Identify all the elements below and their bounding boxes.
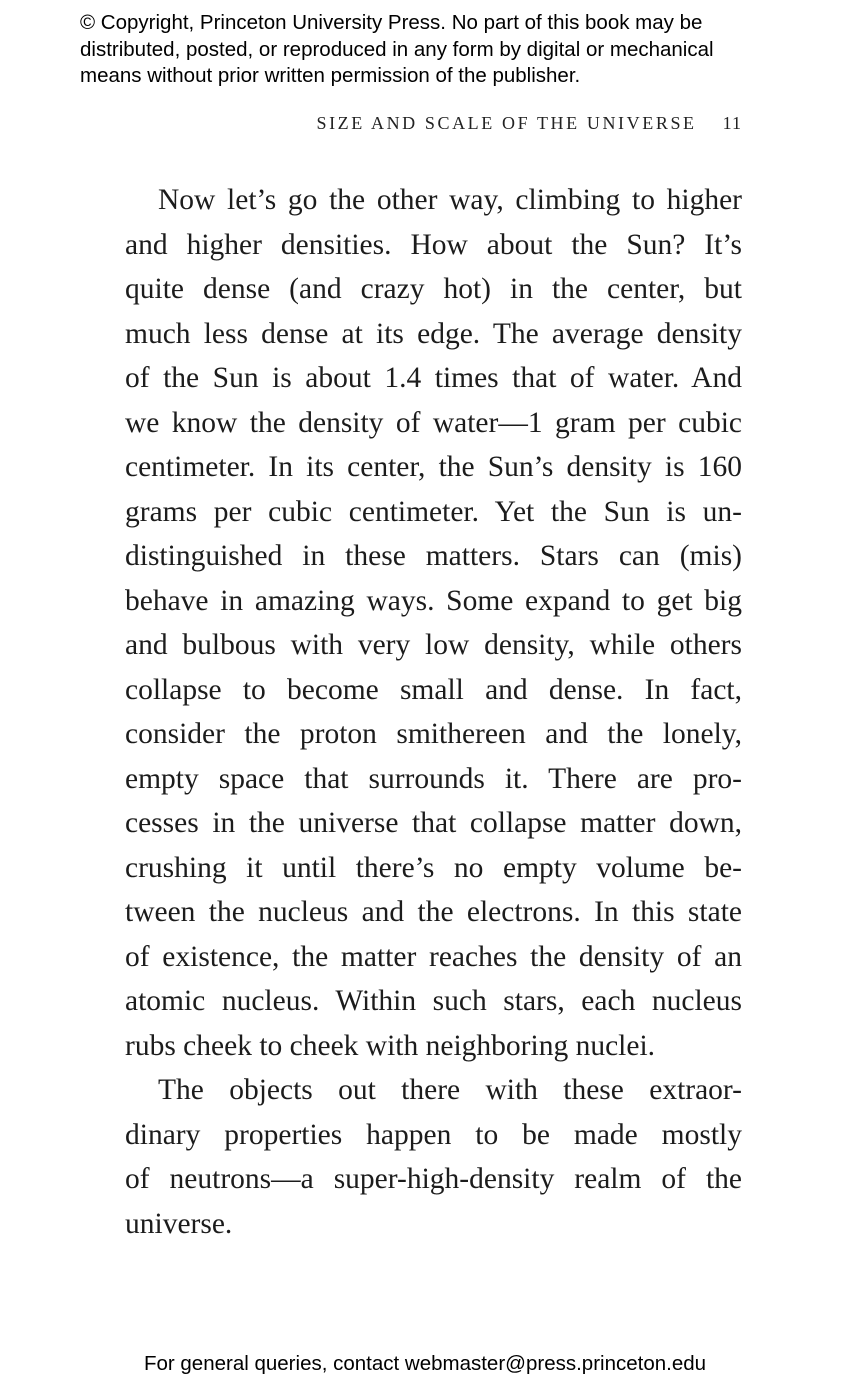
running-head xyxy=(316,113,742,134)
text-line: The objects out there with these extraor- xyxy=(158,1074,742,1106)
text-line: behave in amazing ways. Some expand to get big xyxy=(125,584,742,617)
chapter-title: SIZE AND SCALE OF THE UNIVERSE xyxy=(316,113,697,133)
text-line: distinguished in these matters. Stars can (mis) xyxy=(125,540,742,572)
text-line: tween the nucleus and the electrons. In this state xyxy=(125,896,742,928)
copyright-notice xyxy=(80,10,800,90)
footer-contact: For general queries, contact webmaster@press.princeton.edu xyxy=(143,1352,707,1375)
text-line: grams per cubic centimeter. Yet the Sun is un- xyxy=(125,495,742,528)
text-line: crushing it until there’s no empty volume be- xyxy=(125,851,742,884)
text-line: and bulbous with very low density, while others xyxy=(125,629,742,661)
text-line: centimeter. In its center, the Sun’s density is 160 xyxy=(125,451,742,483)
text-line: much less dense at its edge. The average density xyxy=(125,317,742,350)
text-line: empty space that surrounds it. There are pro- xyxy=(125,762,742,795)
text-line: dinary properties happen to be made mostly xyxy=(125,1118,742,1151)
body-text xyxy=(125,178,742,1246)
text-line: and higher densities. How about the Sun? It’s xyxy=(125,228,742,261)
copyright-line: distributed, posted, or reproduced in any form by digital or mechanical xyxy=(80,37,714,61)
text-line: we know the density of water—1 gram per cubic xyxy=(125,406,742,439)
text-line: collapse to become small and dense. In fact, xyxy=(125,673,742,706)
text-line: quite dense (and crazy hot) in the center, but xyxy=(125,273,742,305)
text-line: rubs cheek to cheek with neighboring nuclei. xyxy=(125,1029,656,1062)
text-line: of the Sun is about 1.4 times that of water. And xyxy=(125,362,742,394)
text-line: of neutrons—a super-high-density realm of the xyxy=(125,1163,742,1195)
paragraph xyxy=(125,178,742,1068)
paragraph xyxy=(125,1068,742,1246)
text-line: cesses in the universe that collapse matter down, xyxy=(125,807,742,839)
text-line: of existence, the matter reaches the density of an xyxy=(125,940,742,973)
text-line: consider the proton smithereen and the lonely, xyxy=(125,718,742,750)
copyright-line: means without prior written permission of the publisher. xyxy=(80,64,581,87)
text-line: atomic nucleus. Within such stars, each nucleus xyxy=(125,985,742,1017)
text-line: universe. xyxy=(125,1207,233,1240)
copyright-line: © Copyright, Princeton University Press. No part of this book may be xyxy=(80,11,703,34)
text-line: Now let’s go the other way, climbing to higher xyxy=(158,184,742,216)
page-number: 11 xyxy=(722,113,742,133)
